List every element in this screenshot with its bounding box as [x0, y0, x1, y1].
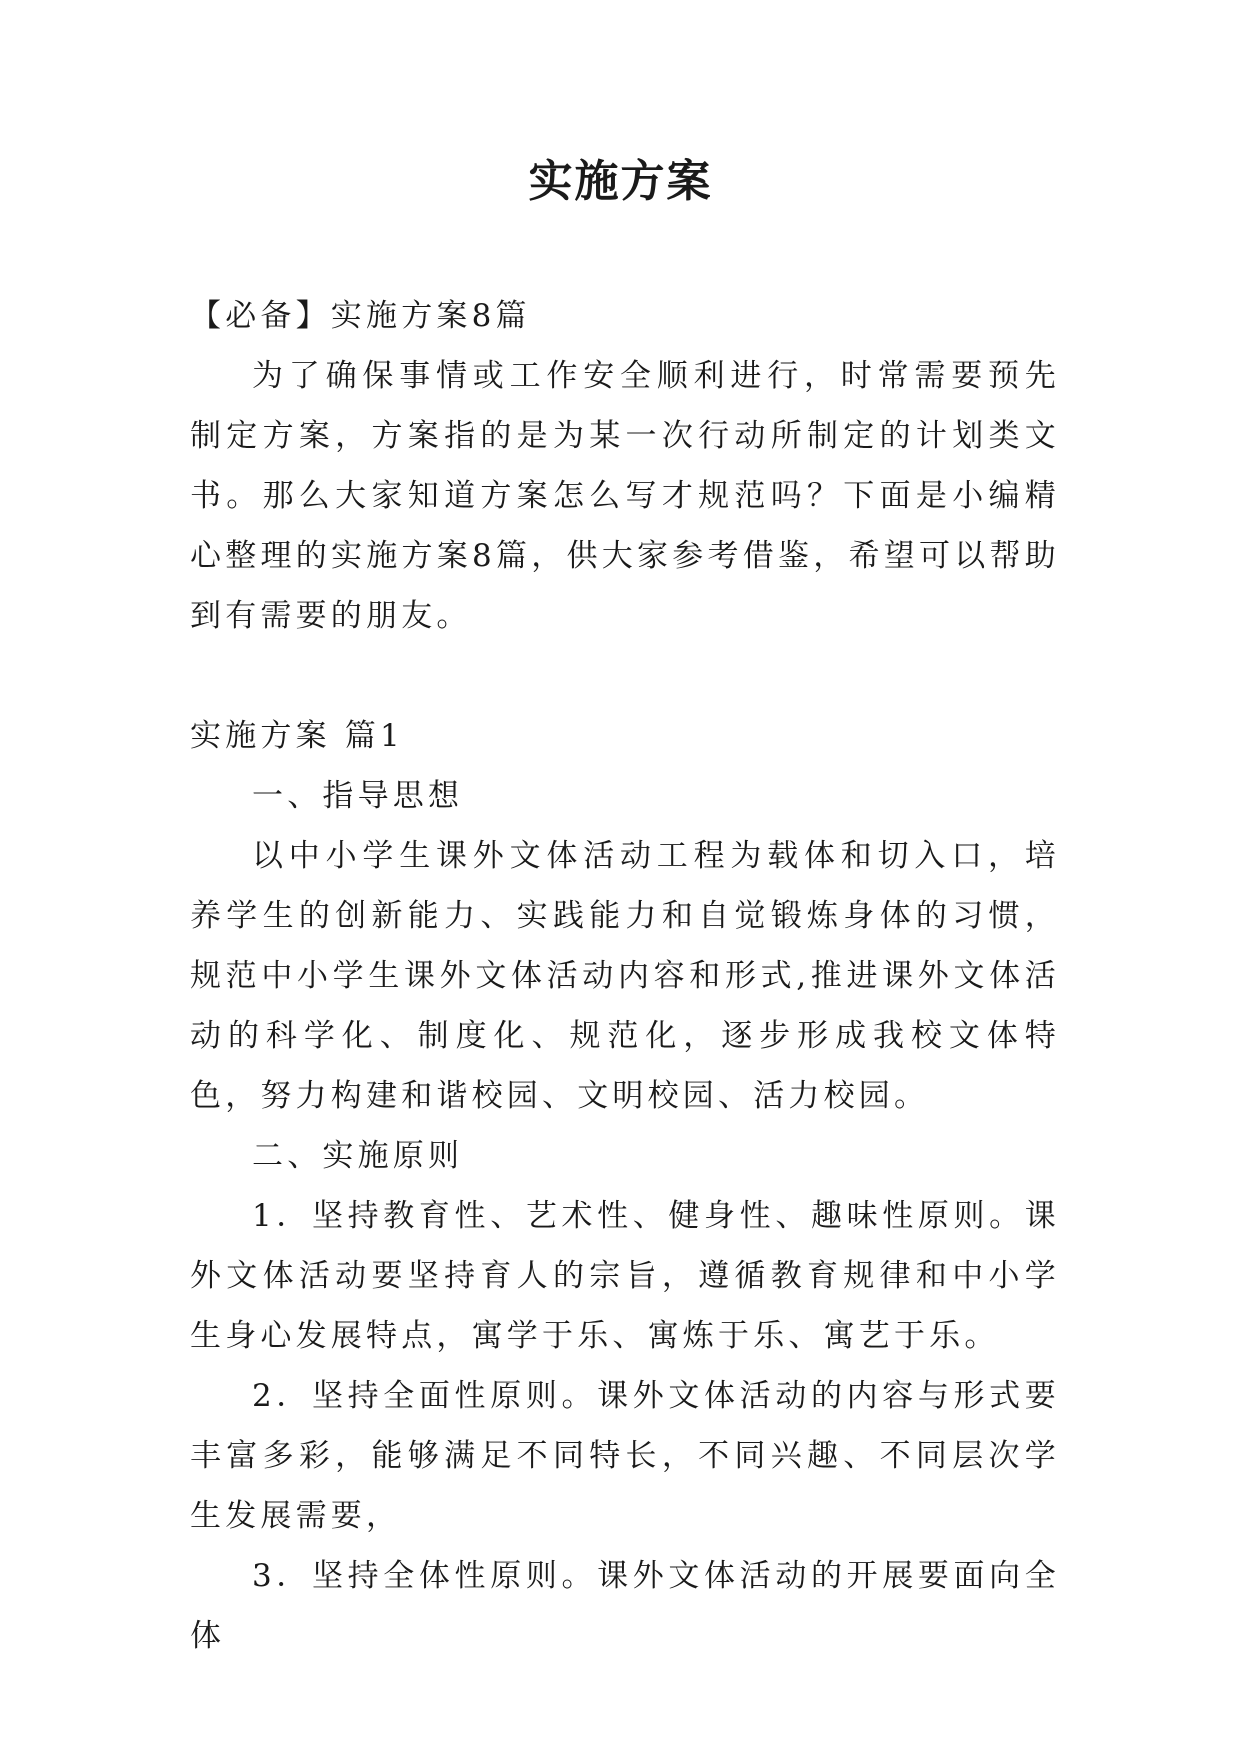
- heading-implementation-principles: 二、实施原则: [252, 1138, 464, 1174]
- principle-item-2: 2．坚持全面性原则。课外文体活动的内容与形式要丰富多彩，能够满足不同特长，不同兴趣、不同层次学生发展需要，: [190, 1378, 1060, 1534]
- principle-item-3: 3．坚持全体性原则。课外文体活动的开展要面向全体: [190, 1558, 1060, 1654]
- intro-paragraph: 为了确保事情或工作安全顺利进行，时常需要预先制定方案，方案指的是为某一次行动所制定的计划类文书。那么大家知道方案怎么写才规范吗？下面是小编精心整理的实施方案8篇，供大家参考借鉴，希望可以帮助到有需要的朋友。: [190, 358, 1060, 634]
- principle-item-1: 1．坚持教育性、艺术性、健身性、趣味性原则。课外文体活动要坚持育人的宗旨，遵循教育规律和中小学生身心发展特点，寓学于乐、寓炼于乐、寓艺于乐。: [190, 1198, 1060, 1354]
- section-heading: 实施方案 篇1: [190, 718, 404, 754]
- document-body: [190, 286, 1060, 1666]
- guiding-ideology-paragraph: 以中小学生课外文体活动工程为载体和切入口，培养学生的创新能力、实践能力和自觉锻炼身体的习惯，规范中小学生课外文体活动内容和形式,推进课外文体活动的科学化、制度化、规范化，逐步形成我校文体特色，努力构建和谐校园、文明校园、活力校园。: [190, 838, 1060, 1114]
- heading-guiding-ideology: 一、指导思想: [252, 778, 464, 814]
- document-title: 实施方案: [528, 156, 713, 207]
- document-subtitle: 【必备】实施方案8篇: [190, 298, 531, 334]
